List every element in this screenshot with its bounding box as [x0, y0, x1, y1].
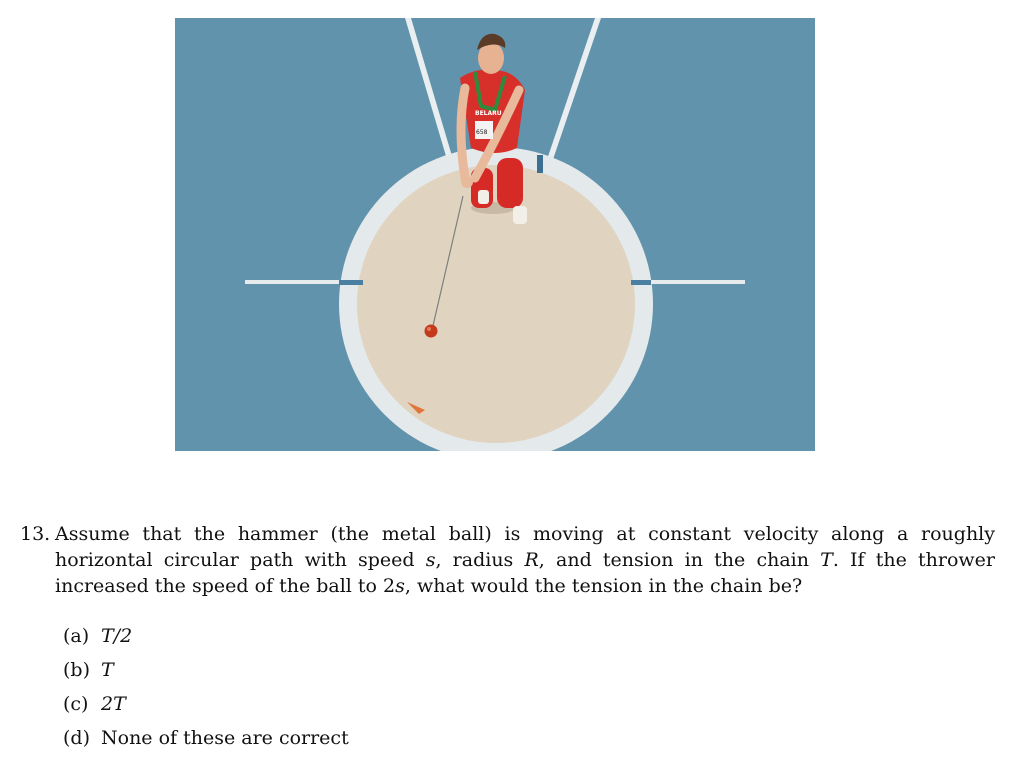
- option-a: [63, 622, 349, 656]
- hammer-throw-photo: [175, 18, 815, 451]
- option-label: (c): [63, 693, 89, 715]
- option-c: [63, 690, 349, 724]
- jersey-text: BELARU: [475, 110, 502, 117]
- answer-options: [63, 622, 349, 758]
- option-d: [63, 724, 349, 758]
- option-label: (d): [63, 727, 90, 749]
- option-b: [63, 656, 349, 690]
- bib-number: 658: [476, 129, 488, 136]
- question-text: Assume that the hammer (the metal ball) is moving at constant velocity along a roughly horizontal circular path with speed s, radius R, and tension in the chain T. If the thrower increased the speed of the ball to 2s, what would the tension in the chain be?: [55, 523, 996, 597]
- question-block: [20, 521, 995, 599]
- option-value: 2T: [101, 693, 126, 715]
- option-label: (a): [63, 625, 90, 647]
- option-value: T: [101, 659, 114, 681]
- option-value: T/2: [101, 625, 133, 647]
- question-number: 13.: [20, 523, 51, 545]
- option-label: (b): [63, 659, 90, 681]
- option-value: None of these are correct: [101, 727, 349, 749]
